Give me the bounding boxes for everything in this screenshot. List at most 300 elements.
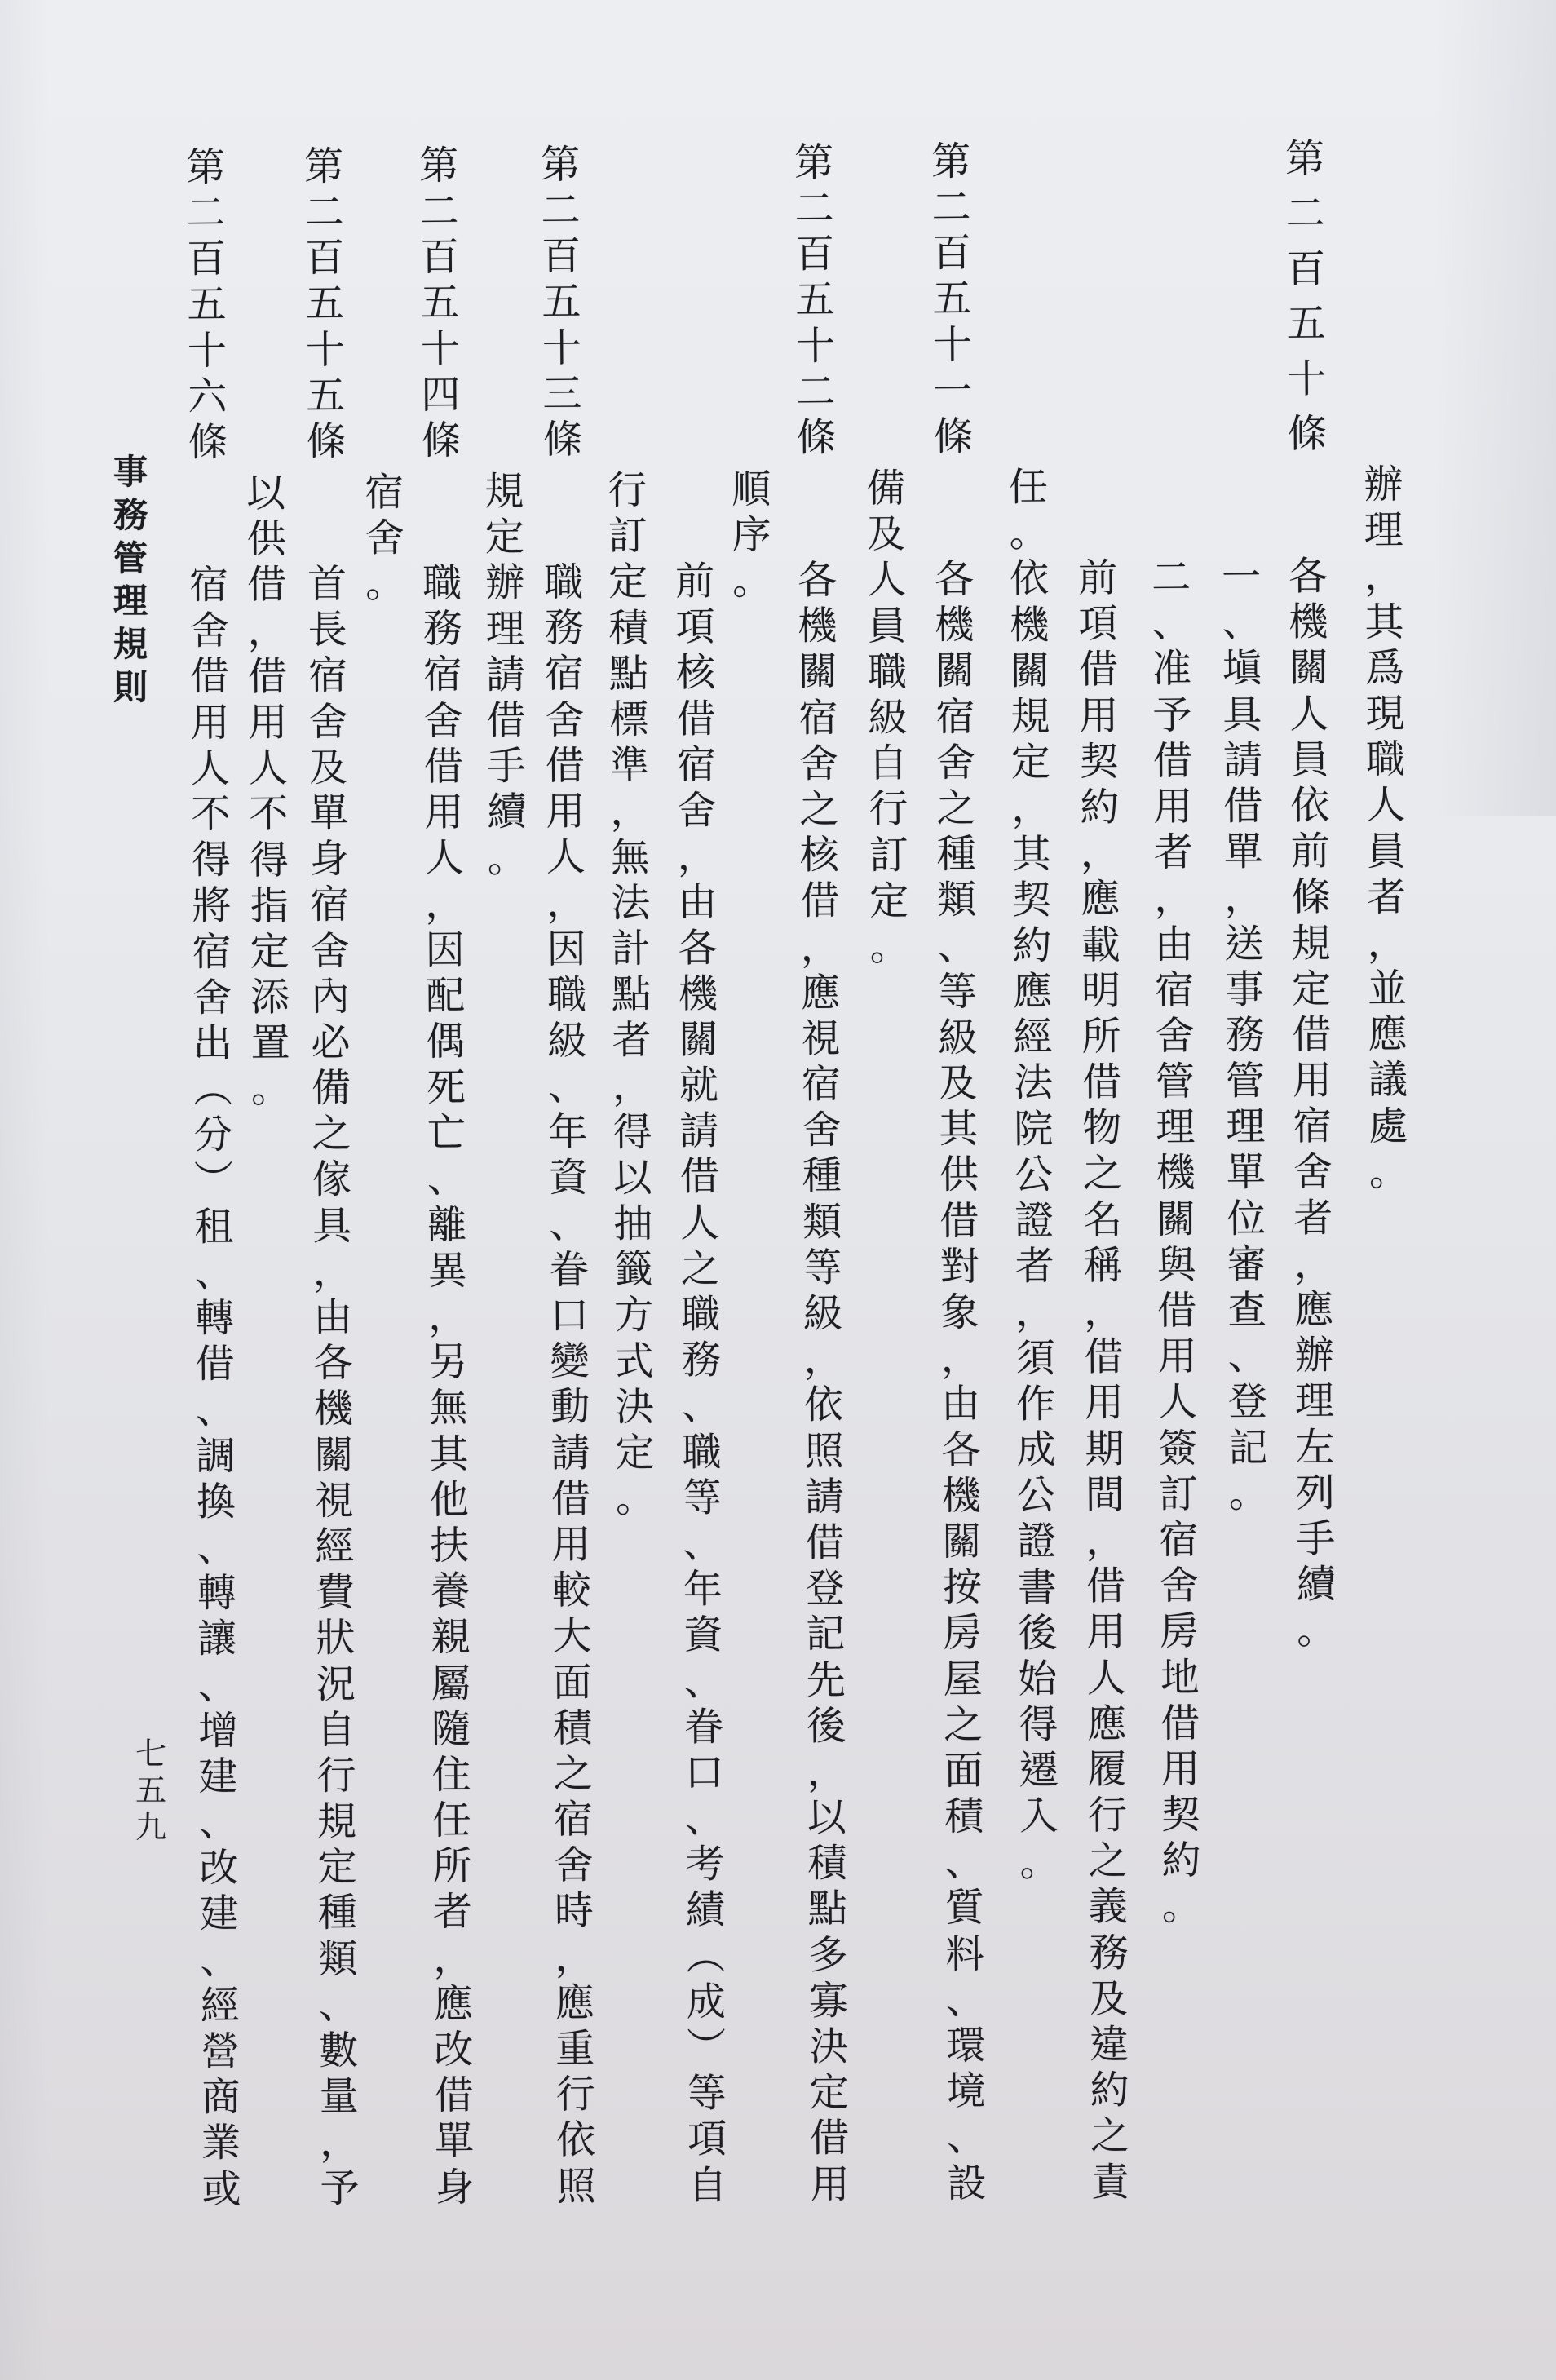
character: 規 [316,1798,357,1845]
character: 經 [315,1524,355,1570]
character: 管 [1225,1058,1266,1104]
character: 約 [1090,2067,1129,2114]
character: ， [1011,785,1051,832]
list-item-line [1147,555,1206,1930]
character: 資 [548,1155,589,1201]
character: 借 [545,742,586,789]
character: 及 [1089,1975,1129,2022]
character: 契 [1160,1792,1201,1838]
character: 登 [1227,1378,1268,1426]
character: 眷 [683,1704,724,1750]
article-label [414,143,466,463]
character: 自 [868,740,908,787]
character: 院 [1014,1105,1054,1152]
character: 由 [1154,921,1194,967]
character: 條 [1287,410,1327,458]
character: 宿 [544,651,585,697]
character: 得 [612,1108,652,1156]
character: 點 [608,650,649,697]
character: 法 [610,879,651,927]
character: 十 [795,323,836,369]
character: 二 [931,184,971,231]
character: 。 [250,1066,291,1113]
character: 、 [194,1250,234,1296]
character: 隨 [431,1705,471,1753]
character: 五 [306,372,346,419]
character: 舍 [308,698,348,745]
article-text-line [1284,554,1342,1654]
character: 十 [542,325,582,371]
character: 依 [1290,782,1330,829]
character: 關 [679,1016,718,1063]
character: 入 [1019,1793,1059,1840]
character: 房 [943,1610,983,1657]
character: ， [1085,1517,1125,1564]
character: 配 [425,972,466,1020]
character: 名 [1083,1197,1123,1243]
character: 之 [1082,1151,1123,1197]
character: 公 [1016,1472,1057,1519]
character: 審 [1227,1241,1266,1288]
character: 營 [201,2028,241,2075]
character: 借 [246,562,287,608]
character: 依 [803,1382,844,1429]
article-label [299,144,351,464]
character: 因 [546,926,586,972]
character: 、 [1222,599,1262,646]
character: 用 [1292,1057,1333,1104]
article-text-line [303,561,365,2211]
character: 亡 [427,1110,466,1157]
character: 定 [608,559,648,605]
character: 宿 [365,469,404,515]
character: 對 [939,1243,979,1290]
character: 借 [809,2115,850,2162]
character: 標 [609,697,649,743]
character: 各 [313,1340,353,1387]
character: ， [1364,553,1404,599]
character: 各 [678,925,718,971]
character: 房 [1160,1608,1200,1655]
character: 應 [555,1980,595,2026]
character: 作 [1015,1381,1056,1427]
character: 宿 [307,653,348,699]
character: 職 [680,1291,721,1338]
article-label [926,139,978,459]
character: 就 [679,1062,719,1109]
character: 舍 [798,741,839,787]
character: 指 [250,883,290,929]
character: 成 [686,1979,727,2025]
character: 人 [190,745,231,792]
character: 務 [113,494,148,535]
character: 料 [945,1931,985,1978]
character: 行 [316,1752,356,1799]
character: 明 [1081,967,1121,1014]
article-label [181,144,232,465]
article-text-line [241,471,295,1113]
character: 關 [798,648,838,696]
character: 關 [314,1431,354,1479]
character: 照 [556,2163,596,2210]
character: 首 [307,561,347,608]
character: 象 [939,1290,980,1336]
page-number [131,1736,170,1846]
character: 計 [611,926,651,972]
character: 後 [806,1703,847,1750]
list-item-line [1217,554,1273,1516]
character: 異 [427,1247,467,1294]
character: 規 [1291,920,1331,967]
character: 人 [1086,1655,1126,1701]
character: 、 [197,1524,236,1571]
character: 點 [611,971,652,1018]
character: 宿 [1154,967,1195,1014]
character: 者 [1014,1243,1054,1290]
character: 五 [1286,300,1326,347]
character: 現 [1365,690,1405,737]
character: 扶 [430,1522,470,1569]
character: 載 [1081,922,1121,968]
character: 三 [542,370,582,418]
character: 續 [1296,1561,1337,1608]
character: 自 [687,2162,727,2209]
character: 大 [552,1613,592,1660]
character: 查 [1227,1287,1267,1334]
character: 、 [427,1156,467,1202]
character: 職 [867,648,908,695]
character: 者 [1366,874,1407,921]
character: 、 [195,1387,236,1433]
character: 宿 [553,1796,594,1843]
character: 訂 [608,513,648,560]
character: 行 [1087,1792,1128,1839]
character: 准 [1152,646,1192,692]
character: 人 [680,1200,720,1246]
character: 人 [248,745,289,792]
character: 定 [615,1430,655,1476]
character: 積 [807,1840,847,1887]
character: 第 [185,144,226,191]
character: 者 [612,1017,652,1064]
character: 關 [1010,648,1050,694]
character: 偶 [426,1018,466,1065]
character: ， [319,2119,360,2165]
character: 。 [1009,510,1049,556]
character: 與 [1156,1241,1196,1289]
character: 借 [486,697,526,744]
character: 、 [200,1936,240,1984]
character: 核 [675,649,716,697]
character: 定 [317,1844,357,1891]
character: 核 [799,832,839,878]
character: 記 [1228,1424,1268,1471]
article-text-line [1004,464,1064,1885]
character: 一 [1221,554,1262,600]
character: 約 [1161,1838,1201,1884]
character: 訂 [1158,1471,1199,1518]
character: 二 [794,185,834,232]
character: ， [555,1934,595,1980]
character: 養 [430,1568,471,1615]
character: 以 [612,1155,653,1201]
character: 書 [1017,1564,1058,1611]
character: 增 [197,1707,238,1754]
character: 規 [484,468,524,515]
character: 順 [732,467,771,513]
character: 條 [306,418,346,465]
character: 人 [1366,782,1406,829]
character: 身 [435,2164,475,2210]
character: 應 [1080,876,1121,922]
character: 調 [196,1432,236,1480]
character: 得 [249,837,290,883]
character: 後 [1018,1610,1058,1657]
character: 無 [428,1385,469,1431]
character: 年 [683,1566,723,1613]
character: 續 [487,789,527,836]
character: 。 [1161,1883,1202,1930]
character: 、 [1152,600,1191,647]
character: 公 [1014,1152,1054,1198]
character: 應 [433,1980,474,2028]
character: 項 [1078,600,1118,648]
character: 環 [946,2023,986,2069]
character: 面 [944,1747,984,1794]
character: 借 [1292,1011,1332,1058]
character: 因 [425,927,465,973]
character: 離 [427,1201,467,1249]
character: 行 [869,786,908,833]
character: 五 [187,281,227,329]
character: 第 [540,141,581,188]
character: 租 [194,1203,234,1250]
character: 舍 [554,1843,594,1889]
character: 類 [936,877,977,923]
character: 定 [809,2069,849,2116]
character: 五 [795,276,835,324]
character: 應 [800,970,841,1016]
character: 務 [1225,1012,1265,1059]
character: 條 [421,417,461,464]
character: 宿 [1159,1516,1199,1564]
character: ， [677,833,718,880]
character: 由 [940,1381,981,1427]
character: 具 [1222,691,1262,738]
character: 各 [941,1427,981,1473]
character: 借 [1223,783,1263,829]
character: 者 [1153,829,1193,876]
character: 之 [1090,2113,1130,2160]
character: 舍 [423,697,463,744]
character: ︵ [192,1066,233,1113]
character: 機 [313,1386,354,1432]
character: 及 [308,744,349,791]
character: 前 [674,558,715,604]
character: ， [612,1063,652,1110]
article-text-line [603,467,660,1522]
character: 十 [187,327,228,374]
character: 費 [315,1569,356,1616]
character: 借 [1078,647,1119,693]
character: 項 [687,2116,727,2163]
character: 關 [1156,1196,1196,1242]
character: 事 [113,452,148,492]
character: ， [1080,829,1120,877]
character: 傢 [312,1157,352,1203]
character: 等 [682,1475,723,1521]
character: 期 [1085,1426,1125,1472]
character: 借 [939,1197,979,1245]
character: 定 [1291,966,1332,1012]
character: 。 [365,560,405,608]
character: 手 [486,743,527,790]
character: 第 [418,143,459,189]
character: 用 [424,789,464,836]
character: 單 [1226,1149,1266,1197]
character: ︶ [193,1157,234,1205]
character: 級 [868,694,908,741]
character: 借 [679,1154,720,1201]
character: 借 [805,1520,845,1566]
character: 添 [250,974,290,1021]
article-text-line [418,560,480,2210]
character: 百 [931,230,972,276]
character: 種 [802,1152,842,1200]
character: 所 [432,1843,472,1890]
character: 五 [305,281,345,327]
character: 機 [935,602,975,648]
character: 種 [936,831,976,878]
character: ， [1223,874,1264,922]
character: 、 [318,1981,359,2028]
character: 員 [1366,828,1406,874]
character: ， [1083,1288,1124,1335]
character: 量 [319,2073,359,2120]
article-text-line [930,556,992,2206]
character: 任 [1009,464,1049,511]
character: 爲 [1364,644,1405,692]
character: 五 [932,276,972,322]
character: 務 [681,1337,721,1384]
character: 機 [941,1472,982,1520]
character: 宿 [801,1061,842,1108]
character: 先 [806,1657,846,1704]
character: 定 [869,878,909,924]
character: 長 [307,607,347,653]
character: 二 [419,188,459,235]
character: 理 [1156,1104,1196,1151]
character: 辦 [1294,1332,1334,1379]
character: 辦 [484,560,525,607]
character: 之 [943,1701,984,1749]
character: ， [247,608,287,654]
character: 稱 [1083,1242,1123,1289]
character: 改 [434,2026,474,2073]
character: 機 [1289,599,1328,646]
character: ， [427,1293,468,1340]
character: 條 [542,416,582,463]
character: 十 [420,325,461,373]
character: 、 [198,1799,239,1846]
character: 證 [1014,1197,1054,1244]
character: 約 [1012,922,1052,969]
character: 前 [1290,828,1330,875]
character: 換 [196,1478,236,1525]
character: 屬 [431,1660,471,1706]
character: 面 [552,1659,592,1705]
character: 項 [675,604,715,651]
character: 應 [1012,968,1053,1015]
character: 其 [1011,830,1051,878]
character: 。 [732,558,772,604]
character: 單 [434,2118,475,2165]
character: 用 [1157,1334,1197,1380]
character: 定 [250,928,290,975]
character: 二 [1151,555,1191,601]
character: 及 [938,1060,979,1107]
character: 理 [485,605,525,653]
character: 、 [681,1382,722,1430]
character: 。 [869,923,909,970]
character: ， [807,1749,847,1795]
character: 人 [546,834,586,881]
character: 管 [1155,1059,1196,1105]
character: 年 [548,1109,588,1156]
character: 。 [1019,1838,1059,1886]
character: 宿 [676,741,717,788]
character: 以 [807,1794,847,1841]
article-label [536,142,587,462]
character: 另 [428,1339,468,1386]
character: 借 [1160,1700,1200,1747]
character: 、 [683,1658,723,1705]
character: 、 [547,1063,588,1110]
character: 條 [188,419,228,466]
character: 點 [807,1886,848,1933]
character: 理 [1226,1104,1266,1150]
character: 置 [250,1020,290,1067]
character: 列 [1295,1470,1336,1516]
character: 職 [1365,737,1406,783]
character: 員 [1289,737,1330,783]
character: 經 [1013,1014,1053,1060]
character: 得 [1018,1701,1059,1748]
character: 商 [201,2074,241,2121]
character: 舍 [1293,1149,1333,1196]
character: 資 [683,1612,723,1659]
character: 、 [944,1839,984,1886]
character: 履 [1087,1746,1127,1793]
character: 處 [1368,1103,1408,1149]
character: 物 [1082,1104,1122,1152]
character: 、 [683,1520,723,1567]
article-text-line [793,557,855,2207]
character: 並 [1367,965,1408,1012]
character: 百 [541,233,581,280]
article-text-line [861,466,914,971]
character: 屋 [943,1656,983,1702]
character: 用 [248,699,288,746]
character: 各 [1288,553,1328,600]
character: 時 [554,1888,595,1935]
character: 準 [609,742,650,789]
character: 之 [1088,1838,1128,1885]
character: 須 [1015,1334,1055,1382]
character: 借 [434,2073,474,2119]
character: 人 [424,835,465,882]
character: ， [800,923,840,971]
